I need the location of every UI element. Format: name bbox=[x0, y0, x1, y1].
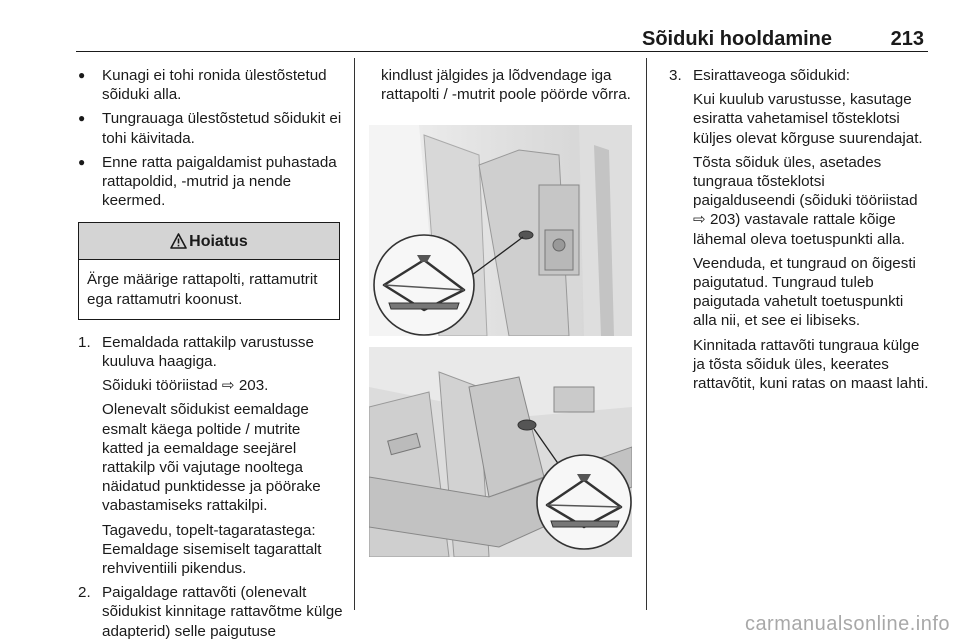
jack-front-illustration bbox=[369, 125, 632, 336]
bullet-item: ● Tungrauaga ülestõstetud sõidukit ei tohi käivitada. bbox=[78, 109, 344, 147]
step-paragraph: Veenduda, et tungraud on õigesti paigutatud. Tungraud tuleb paigutada vahetult toetuspunkti alla nii, et see ei libiseks. bbox=[693, 254, 916, 330]
jack-placement-image bbox=[369, 125, 632, 336]
jack-placement-image bbox=[369, 347, 632, 557]
step-paragraph: Tagavedu, topelt-tagaratastega: Eemaldage sisemiselt tagarattalt rehviventiili pikendus. bbox=[102, 521, 322, 578]
page-header bbox=[76, 26, 928, 52]
step-number: 2. bbox=[78, 584, 91, 602]
jack-rear-illustration bbox=[369, 347, 632, 557]
warning-box bbox=[78, 222, 340, 319]
step-paragraph: Kui kuulub varustusse, kasutage esiratta vahetamisel tõsteklotsi küljes olevat kõrguse suurendajat. bbox=[693, 91, 923, 147]
column-divider bbox=[354, 58, 355, 610]
continued-text: kindlust jälgides ja lõdvendage iga rattapolti / -mutrit poole pöörde võrra. bbox=[381, 67, 631, 104]
step-paragraph: Olenevalt sõidukist eemaldage esmalt käega poltide / mutrite katted ja eemaldage seejärel rattakilp või vajutage nooltega näidatud punktidesse ja pöörake vabastamiseks rattakilpi. bbox=[102, 401, 321, 515]
warning-triangle-icon bbox=[170, 233, 187, 249]
section-title: Sõiduki hooldamine bbox=[641, 28, 832, 50]
column-right bbox=[669, 66, 931, 398]
step-number: 3. bbox=[669, 67, 682, 84]
bullet-item: ● Kunagi ei tohi ronida ülestõstetud sõiduki alla. bbox=[78, 66, 344, 104]
step-number: 1. bbox=[78, 333, 91, 351]
step-paragraph: Paigaldage rattavõti (olenevalt sõidukist kinnitage rattavõtme külge adapterid) selle paigutuse bbox=[102, 584, 343, 640]
warning-header bbox=[79, 223, 339, 260]
step-paragraph: Sõiduki tööriistad ⇨ 203. bbox=[102, 377, 269, 395]
step-3 bbox=[669, 66, 931, 393]
step-paragraph: Eemaldada rattakilp varustusse kuuluva haagiga. bbox=[102, 333, 314, 371]
step-title: Esirattaveoga sõidukid: bbox=[693, 67, 851, 84]
bullet-item: ● Enne ratta paigaldamist puhastada rattapoldid, -mutrid ja nende keermed. bbox=[78, 153, 344, 211]
step-1 bbox=[78, 333, 344, 578]
watermark: carmanualsonline.info bbox=[744, 613, 950, 635]
warning-title: Hoiatus bbox=[189, 233, 248, 251]
warning-text: Ärge määrige rattapolti, rattamutrit ega rattamutri koonust. bbox=[87, 271, 318, 308]
column-left bbox=[78, 66, 344, 642]
column-divider bbox=[646, 58, 647, 610]
column-middle bbox=[381, 66, 633, 104]
step-2 bbox=[78, 583, 344, 641]
page-number: 213 bbox=[890, 28, 924, 50]
step-paragraph: Kinnitada rattavõti tungraua külge ja tõsta sõiduk üles, keerates rattavõtit, kuni ratas on maast lahti. bbox=[693, 336, 929, 393]
step-paragraph: Tõsta sõiduk üles, asetades tungraua tõsteklotsi paigalduseendi (sõiduki tööriistad ⇨ 203) vastavale rattale kõige lähemal oleva toetuspunkti alla. bbox=[693, 153, 918, 248]
